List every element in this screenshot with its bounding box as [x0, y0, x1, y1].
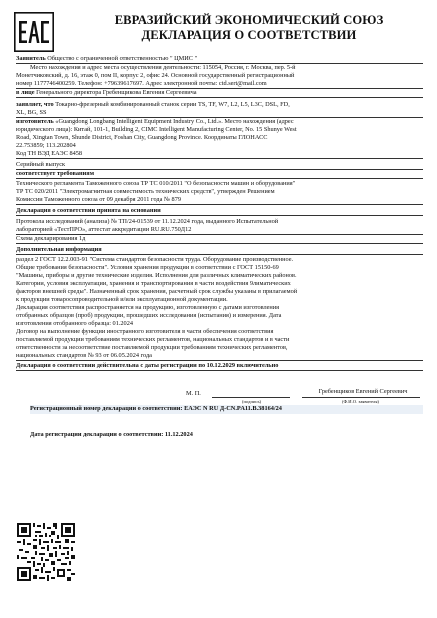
- tn-ved-code: Код ТН ВЭД ЕАЭС 8458: [16, 150, 83, 157]
- registration-number-value: ЕАЭС N RU Д-CN.PA11.B.38164/24: [184, 405, 282, 412]
- applicant-value: Общество с ограниченной ответственностью " ЦМИС ": [45, 55, 198, 62]
- requirements-line: Технического регламента Таможенного союза ТР ТС 010/2011 "О безопасности машин и оборудования": [16, 180, 296, 187]
- manufacturer-address-line: Road, Xingtan Town, Shunde District, Foshan City, Guangdong Province. Координаты ГЛОНАСС: [16, 134, 268, 141]
- registration-number-label: Регистрационный номер декларации о соответствии:: [30, 405, 185, 412]
- validity-text: Декларация о соответствии действительна с даты регистрации по 10.12.2029 включительно: [16, 362, 279, 369]
- applicant-person-row: [16, 89, 423, 97]
- stamp-place-label: М. П.: [186, 390, 201, 397]
- signer-caption: (Ф.И.О. заявителя): [342, 399, 379, 404]
- divider: [16, 215, 423, 216]
- eac-logo: [14, 12, 54, 52]
- requirements-line: ТР ТС 020/2011 "Электромагнитная совместимость технических средств", утвержден Решением: [16, 188, 275, 195]
- signature-line: [212, 397, 290, 398]
- registration-number-row: [30, 405, 423, 414]
- additional-line: Категории, условия эксплуатации, хранения и транспортирования в части воздействия 9лиматических: [16, 280, 291, 287]
- additional-title: Дополнительная информация: [16, 246, 102, 253]
- person-value: Генерального директора Гребенщикова Евгения Сергеевича: [34, 89, 197, 96]
- additional-line: ответственности за несоответствие поставляемой продукции требованиям технических регламентов,: [16, 344, 288, 351]
- divider: [16, 97, 423, 98]
- divider: [16, 254, 423, 255]
- divider: [16, 360, 423, 361]
- additional-line: Декларация соответствия распространяется на продукцию, изготовленную с датами изготовления: [16, 304, 280, 311]
- manufacturer-value: «Guangdong Longbang Intelligent Equipment Industry Co., Ltd.». Место нахождения (адрес: [53, 118, 294, 125]
- additional-line: изготовления отобранного образца: 01.2024: [16, 320, 134, 327]
- additional-line: отобранных образцов (проб) продукции, прошедших исследования (испытания) и измерения. Дата: [16, 312, 282, 319]
- manufacturer-row: [16, 118, 423, 126]
- basis-protocol-line: лабораторией «ТестПРО», аттестат аккредитации RU.RU.750Д12: [16, 226, 192, 233]
- additional-line: Договор на выполнение функции иностранного изготовителя в части обеспечения соответствия: [16, 328, 274, 335]
- product-name-cont: XL, BG, SS: [16, 109, 47, 116]
- registration-date-row: [30, 431, 423, 439]
- declaration-scheme: Схема декларирования 1д: [16, 235, 86, 242]
- divider: [16, 158, 423, 159]
- applicant-address-line: Место нахождения и адрес места осуществления деятельности: 115054, Россия, г. Москва, пер. 5-й: [30, 64, 296, 71]
- document-header: [14, 12, 426, 52]
- document-title: [72, 13, 426, 42]
- additional-line: национальных стандартов № 93 от 06.05.2024 года: [16, 352, 152, 359]
- declares-row: [16, 101, 423, 109]
- divider: [16, 178, 423, 179]
- qr-code: [17, 523, 75, 581]
- additional-line: к продукции товаросопроводительной и/или эксплуатационной документации.: [16, 296, 228, 303]
- declares-label: заявляет, что: [16, 101, 54, 108]
- additional-line: Общие требования безопасности". Условия хранения продукции в соответствии с ГОСТ 15150-69: [16, 264, 279, 271]
- additional-line: раздел 2 ГОСТ 12.2.003-91 "Система стандартов безопасности труда. Оборудование производственное.: [16, 256, 294, 263]
- requirements-line: Комиссии Таможенного союза от 09 декабря 2011 года № 879: [16, 196, 182, 203]
- signature-caption: (подпись): [242, 399, 262, 404]
- registration-date-value: 11.12.2024: [164, 431, 193, 438]
- applicant-row: [16, 55, 423, 63]
- person-label: в лице: [16, 89, 35, 96]
- title-line-union: ЕВРАЗИЙСКИЙ ЭКОНОМИЧЕСКИЙ СОЮЗ: [114, 13, 384, 27]
- applicant-label: Заявитель: [16, 55, 46, 62]
- manufacturer-label: изготовитель: [16, 118, 54, 125]
- manufacturer-coords: 22.753859; 113.202804: [16, 142, 76, 149]
- title-line-declaration: ДЕКЛАРАЦИЯ О СООТВЕТСТВИИ: [141, 27, 357, 42]
- basis-protocol-line: Протокола исследований (анализа) № ТП/24-01539 от 11.12.2024 года, выданного Испытательной: [16, 218, 279, 225]
- production-type: Серийный выпуск: [16, 161, 66, 168]
- product-name: Токарно-фрезерный комбинированный станок серии TS, TF, W7, L2, L5, L3C, DSL, FD,: [53, 101, 290, 108]
- applicant-address-line: номер 1177746400259. Телефон: +79639617697. Адрес электронной почты: ctd.sert@mail.com: [16, 80, 267, 87]
- basis-title: Декларация о соответствии принята на основании: [16, 207, 161, 214]
- manufacturer-address-line: юридического лица): Китай, 101-1, Building 2, CIMC Intelligent Manufacturing Center, No. 15 Shunye West: [16, 126, 297, 133]
- requirements-title: соответствует требованиям: [16, 170, 94, 177]
- signer-name-line: [302, 397, 420, 398]
- signer-name: Гребенщиков Евгений Сергеевич: [318, 388, 408, 395]
- registration-date-label: Дата регистрации декларации о соответствии:: [30, 431, 165, 438]
- additional-line: поставляемой продукции требованиям технических регламентов, национальных стандартов и в части: [16, 336, 290, 343]
- divider: [16, 204, 423, 205]
- divider: [16, 243, 423, 244]
- additional-line: "Машины, приборы и другие технические изделия. Исполнения для различных климатических районов.: [16, 272, 297, 279]
- divider: [16, 370, 423, 371]
- applicant-address-line: Монетчиковский, д. 16, этаж 0, пом II, корпус 2, офис 24. Основной государственный регистрационный: [16, 72, 295, 79]
- additional-line: факторов внешней среды". Назначенный срок хранения, расчетный срок службы указаны в прилагаемой: [16, 288, 298, 295]
